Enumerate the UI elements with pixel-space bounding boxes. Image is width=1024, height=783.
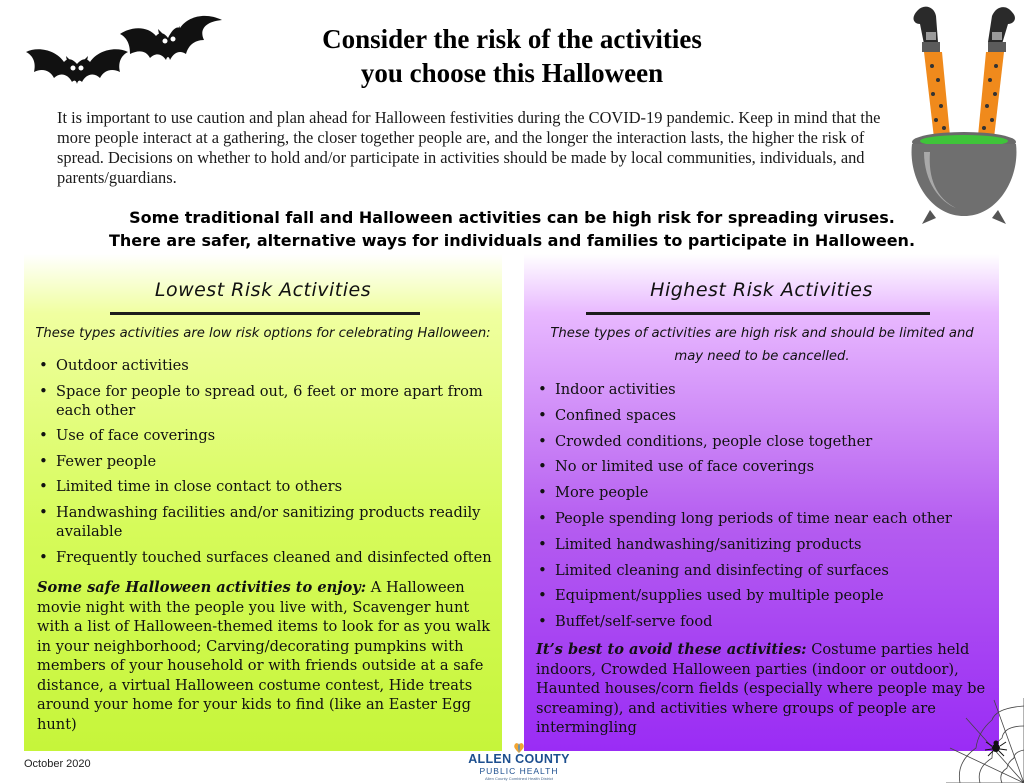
list-item: • Use of face coverings	[37, 426, 499, 445]
list-item: • Equipment/supplies used by multiple people	[536, 586, 996, 605]
list-item: • Limited cleaning and disinfecting of surfaces	[536, 561, 996, 580]
highest-risk-panel	[524, 254, 999, 751]
spider-web-icon	[936, 698, 1024, 783]
list-item: • Space for people to spread out, 6 feet or more apart from each other	[37, 382, 499, 420]
logo-line-3: Allen County Combined Health District	[484, 776, 554, 781]
highest-risk-divider	[586, 312, 930, 315]
allen-county-logo	[466, 742, 572, 781]
footer-date: October 2020	[24, 758, 91, 770]
page-title	[200, 22, 824, 90]
list-item: • Indoor activities	[536, 380, 996, 399]
lowest-risk-list	[37, 356, 499, 573]
bat-icon	[22, 44, 132, 100]
highest-risk-tip-body: Costume parties held indoors, Crowded Halloween parties (indoor or outdoor), Haunted houses/corn fields (especially where people may be screaming), and activities where groups of people are intermingling	[536, 641, 986, 736]
highest-risk-tip-lead: It’s best to avoid these activities:	[536, 641, 807, 658]
witch-cauldron-icon	[906, 2, 1024, 226]
lowest-risk-subtitle: These types activities are low risk options for celebrating Halloween:	[35, 326, 491, 341]
highest-risk-title: Highest Risk Activities	[650, 279, 873, 301]
lowest-risk-tip-lead: Some safe Halloween activities to enjoy:	[37, 579, 367, 596]
list-item: • Frequently touched surfaces cleaned and disinfected often	[37, 548, 499, 567]
highest-risk-subtitle: These types of activities are high risk and should be limited and may need to be cancelled.	[550, 326, 974, 364]
lowest-risk-divider	[110, 312, 420, 315]
list-item: • Limited time in close contact to others	[37, 477, 499, 496]
list-item: • No or limited use of face coverings	[536, 457, 996, 476]
list-item: • Outdoor activities	[37, 356, 499, 375]
list-item: • More people	[536, 483, 996, 502]
logo-line-2: PUBLIC HEALTH	[479, 766, 559, 776]
highest-risk-tip	[536, 640, 991, 738]
list-item: • Buffet/self-serve food	[536, 612, 996, 631]
title-line-2: you choose this Halloween	[360, 58, 664, 88]
headline-line-1: Some traditional fall and Halloween activities can be high risk for spreading viruses.	[129, 208, 895, 227]
intro-paragraph: It is important to use caution and plan ahead for Halloween festivities during the COVID-19 pandemic. Keep in mind that the more people interact at a gathering, the closer together people are, and the longer the interaction lasts, the higher the risk of spread. Decisions on whether to hold and/or participate in activities should be made by local communities, individuals, and parents/guardians.	[57, 108, 881, 187]
list-item: • People spending long periods of time near each other	[536, 509, 996, 528]
lowest-risk-tip	[37, 578, 492, 734]
lowest-risk-title: Lowest Risk Activities	[154, 279, 372, 301]
list-item: • Limited handwashing/sanitizing products	[536, 535, 996, 554]
list-item: • Fewer people	[37, 452, 499, 471]
lowest-risk-tip-body: A Halloween movie night with the people you live with, Scavenger hunt with a list of Halloween-themed items to look for as you walk in your neighborhood; Carving/decorating pumpkins with members of your household or with friends outside at a safe distance, a virtual Halloween costume contest, Hide treats around your home for your kids to find (like an Easter Egg hunt)	[37, 579, 491, 733]
list-item: • Handwashing facilities and/or sanitizing products readily available	[37, 503, 499, 541]
list-item: • Crowded conditions, people close together	[536, 432, 996, 451]
highest-risk-list	[536, 380, 996, 638]
headline-line-2: There are safer, alternative ways for individuals and families to participate in Halloween.	[108, 231, 916, 250]
headline	[40, 206, 984, 252]
title-line-1: Consider the risk of the activities	[322, 24, 702, 54]
list-item: • Confined spaces	[536, 406, 996, 425]
lowest-risk-panel	[24, 254, 502, 751]
logo-line-1: ALLEN COUNTY	[468, 752, 570, 766]
